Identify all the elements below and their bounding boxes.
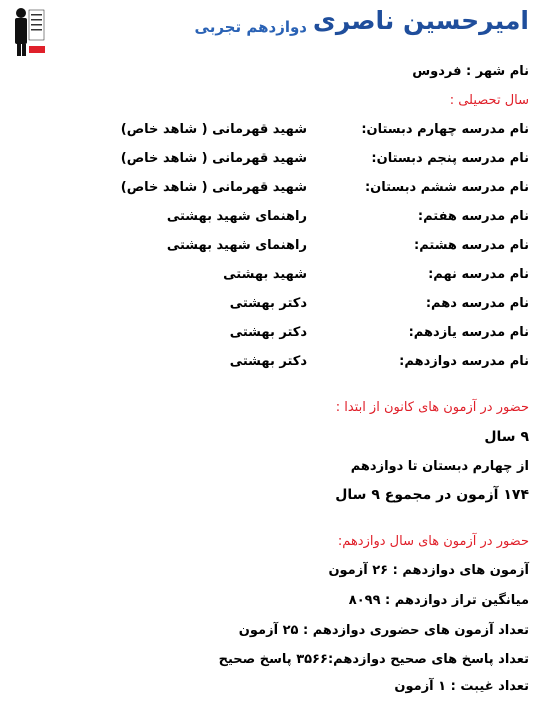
kanoon-range: از چهارم دبستان تا دوازدهم — [350, 459, 529, 474]
school-label-6: نام مدرسه ششم دبستان: — [364, 180, 529, 195]
school-label-10: نام مدرسه دهم: — [425, 296, 529, 311]
twelfth-in-person: تعداد آزمون های حضوری دوازدهم : ۲۵ آزمون — [238, 623, 529, 638]
school-label-9: نام مدرسه نهم: — [428, 267, 529, 282]
school-label-7: نام مدرسه هفتم: — [417, 209, 529, 224]
kanoon-years: ۹ سال — [484, 429, 529, 445]
school-value-6: شهید قهرمانی ( شاهد خاص) — [120, 180, 307, 195]
twelfth-exams: آزمون های دوازدهم : ۲۶ آزمون — [328, 563, 529, 578]
school-label-8: نام مدرسه هشتم: — [414, 238, 529, 253]
school-value-9: شهید بهشتی — [223, 267, 307, 282]
school-label-4: نام مدرسه چهارم دبستان: — [361, 122, 529, 137]
school-value-8: راهنمای شهید بهشتی — [166, 238, 307, 253]
school-label-11: نام مدرسه یازدهم: — [408, 325, 529, 340]
student-name: امیرحسین ناصری — [312, 6, 529, 35]
school-label-12: نام مدرسه دوازدهم: — [399, 354, 529, 369]
school-value-5: شهید قهرمانی ( شاهد خاص) — [120, 151, 307, 166]
school-value-7: راهنمای شهید بهشتی — [166, 209, 307, 224]
kanoon-since-start-heading: حضور در آزمون های کانون از ابتدا : — [335, 400, 529, 415]
twelfth-correct: تعداد پاسخ های صحیح دوازدهم:۳۵۶۶ پاسخ صحیح — [218, 652, 529, 667]
twelfth-absence: تعداد غیبت : ۱ آزمون — [394, 679, 529, 694]
city-line: نام شهر : فردوس — [412, 64, 529, 79]
academic-year-heading: سال تحصیلی : — [449, 93, 529, 108]
grade-label: دوازدهم تجربی — [194, 18, 307, 36]
twelfth-average: میانگین تراز دوازدهم : ۸۰۹۹ — [348, 593, 529, 608]
school-value-4: شهید قهرمانی ( شاهد خاص) — [120, 122, 307, 137]
school-value-11: دکتر بهشتی — [229, 325, 307, 340]
school-value-12: دکتر بهشتی — [229, 354, 307, 369]
kanoon-total: ۱۷۴ آزمون در مجموع ۹ سال — [335, 487, 529, 503]
school-value-10: دکتر بهشتی — [229, 296, 307, 311]
logo-icon — [6, 4, 46, 58]
logo — [6, 4, 46, 58]
school-label-5: نام مدرسه پنجم دبستان: — [371, 151, 529, 166]
twelfth-grade-heading: حضور در آزمون های سال دوازدهم: — [337, 534, 529, 549]
